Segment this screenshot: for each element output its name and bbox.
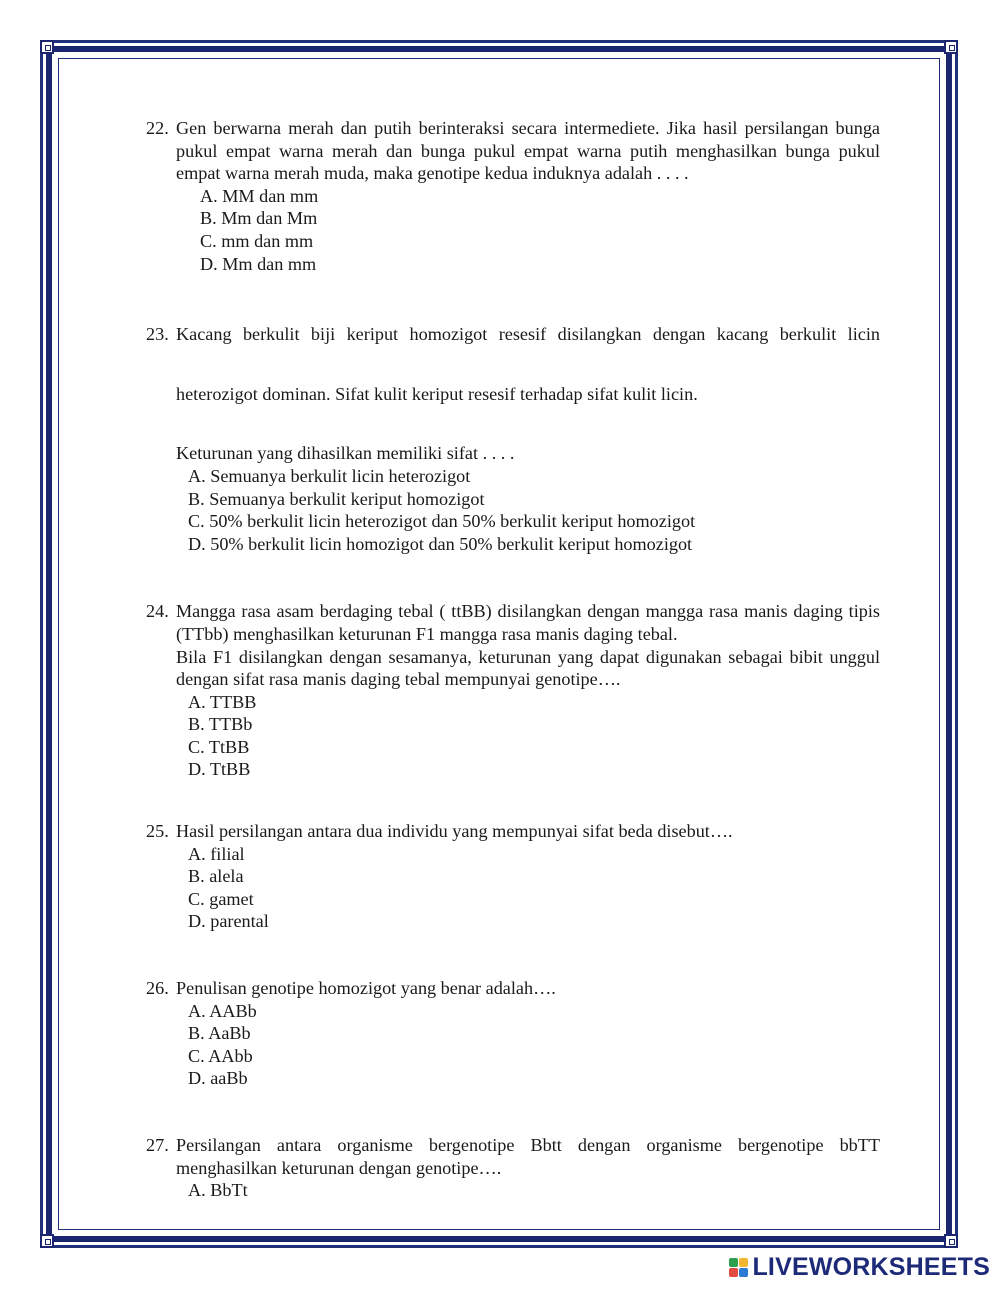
option-d[interactable]: D. aaBb [188,1068,248,1089]
option-a[interactable]: A. TTBB [188,691,257,712]
question-27 [146,1134,880,1202]
question-22 [146,117,880,275]
option-b[interactable]: B. TTBb [188,714,253,735]
option-a[interactable]: A. Semuanya berkulit licin heterozigot [188,465,471,486]
liveworksheets-logo[interactable] [729,1251,990,1283]
option-a[interactable]: A. filial [188,843,245,864]
question-text: Penulisan genotipe homozigot yang benar adalah…. [176,978,556,999]
question-text-line-1: Kacang berkulit biji keriput homozigot resesif disilangkan dengan kacang berkulit licin [176,324,880,345]
question-text: Hasil persilangan antara dua individu yang mempunyai sifat beda disebut…. [176,821,733,842]
liveworksheets-logo-icon [729,1258,748,1277]
question-number: 23. [146,324,169,345]
border-corner-ornament-bottom-right [944,1234,958,1248]
option-c[interactable]: C. gamet [188,888,254,909]
option-d[interactable]: D. Mm dan mm [200,253,317,274]
option-d[interactable]: D. parental [188,911,269,932]
option-d[interactable]: D. TtBB [188,759,251,780]
question-24 [146,600,880,781]
question-text: Mangga rasa asam berdaging tebal ( ttBB) disilangkan dengan mangga rasa manis daging tipis (TTbb) menghasilkan keturunan F1 mangga rasa manis daging tebal. [176,601,880,644]
question-text: Gen berwarna merah dan putih berinteraksi secara intermediete. Jika hasil persilangan bunga pukul empat warna merah dan bunga pukul empat warna putih menghasilkan bunga pukul empat warna merah muda, maka genotipe kedua induknya adalah . . . . [176,118,880,184]
border-corner-ornament-bottom-left [40,1234,54,1248]
question-number: 24. [146,601,169,622]
question-text-continuation: Bila F1 disilangkan dengan sesamanya, keturunan yang dapat digunakan sebagai bibit unggul dengan sifat rasa manis daging tebal mempunyai genotipe…. [176,646,880,690]
option-b[interactable]: B. alela [188,866,244,887]
question-text: Persilangan antara organisme bergenotipe Bbtt dengan organisme bergenotipe bbTT menghasilkan keturunan dengan genotipe…. [176,1135,880,1178]
logo-square-yellow [739,1258,748,1267]
question-text-line-2: heterozigot dominan. Sifat kulit keriput resesif terhadap sifat kulit licin. [176,383,698,404]
option-b[interactable]: B. AaBb [188,1023,251,1044]
logo-square-green [729,1258,738,1267]
option-a[interactable]: A. AABb [188,1000,257,1021]
option-c[interactable]: C. TtBB [188,736,250,757]
question-number: 25. [146,821,169,842]
question-number: 26. [146,978,169,999]
option-d[interactable]: D. 50% berkulit licin homozigot dan 50% berkulit keriput homozigot [188,533,693,554]
option-b[interactable]: B. Mm dan Mm [200,208,318,229]
border-corner-ornament-top-right [944,40,958,54]
option-c[interactable]: C. 50% berkulit licin heterozigot dan 50% berkulit keriput homozigot [188,511,696,532]
question-text-line-3: Keturunan yang dihasilkan memiliki sifat . . . . [176,443,515,464]
option-b[interactable]: B. Semuanya berkulit keriput homozigot [188,488,485,509]
liveworksheets-logo-text: LIVEWORKSHEETS [752,1252,990,1281]
question-number: 22. [146,118,169,138]
option-a[interactable]: A. MM dan mm [200,185,319,206]
logo-square-blue [739,1268,748,1277]
logo-square-red [729,1268,738,1277]
question-25 [146,820,880,933]
option-c[interactable]: C. AAbb [188,1045,253,1066]
worksheet-content [146,117,880,1202]
border-corner-ornament-top-left [40,40,54,54]
option-c[interactable]: C. mm dan mm [200,230,314,251]
question-23 [146,323,880,555]
question-26 [146,977,880,1090]
question-number: 27. [146,1135,169,1155]
option-a[interactable]: A. BbTt [188,1180,248,1201]
